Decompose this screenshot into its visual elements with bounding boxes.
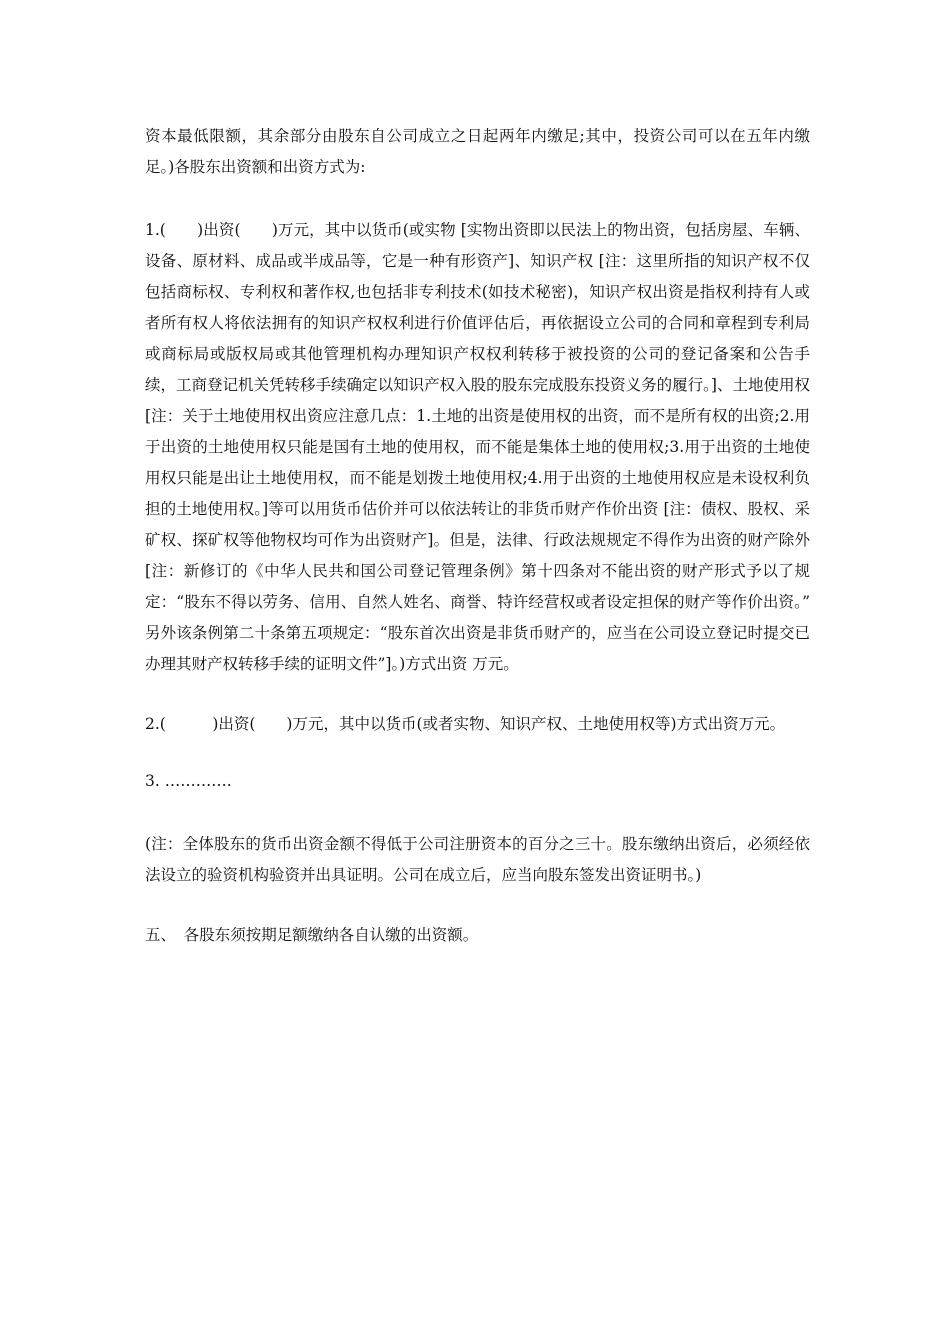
paragraph-capital-minimum: 资本最低限额，其余部分由股东自公司成立之日起两年内缴足;其中，投资公司可以在五年内缴足。)各股东出资额和出资方式为:	[145, 127, 810, 176]
section-five-heading: 五、 各股东须按期足额缴纳各自认缴的出资额。	[145, 926, 479, 944]
paragraph-shareholder-1: 1.( )出资( )万元，其中以货币(或实物 [实物出资即以民法上的物出资，包括房屋、车辆、设备、原材料、成品或半成品等，它是一种有形资产]、知识产权 [注：这里所指的知识产权不仅包括商标权、专利权和著作权,也包括非专利技术(如技术秘密)，知识产权出资是指权利持有人或者所有权人将依法拥有的知识产权权利进行价值评估后，再依据设立公司的合同和章程到专利局或商标局或版权局或其他管理机构办理知识产权权利转移于被投资的公司的登记备案和公告手续，工商登记机关凭转移手续确定以知识产权入股的股东完成股东投资义务的履行。]、土地使用权 [注：关于土地使用权出资应注意几点：1.土地的出资是使用权的出资，而不是所有权的出资;2.用于出资的土地使用权只能是国有土地的使用权，而不能是集体土地的使用权;3.用于出资的土地使用权只能是出让土地使用权，而不能是划拨土地使用权;4.用于出资的土地使用权应是未设权利负担的土地使用权。]等可以用货币估价并可以依法转让的非货币财产作价出资 [注：债权、股权、采矿权、探矿权等他物权均可作为出资财产]。但是，法律、行政法规规定不得作为出资的财产除外[注：新修订的《中华人民共和国公司登记管理条例》第十四条对不能出资的财产形式予以了规定：“股东不得以劳务、信用、自然人姓名、商誉、特许经营权或者设定担保的财产等作价出资。” 另外该条例第二十条第五项规定：“股东首次出资是非货币财产的，应当在公司设立登记时提交已办理其财产权转移手续的证明文件”]。)方式出资 万元。	[145, 221, 810, 673]
paragraph-shareholder-2: 2.( )出资( )万元，其中以货币(或者实物、知识产权、土地使用权等)方式出资万元。	[145, 715, 786, 733]
paragraph-shareholder-3: 3. ………….	[145, 772, 232, 790]
paragraph-note: (注：全体股东的货币出资金额不得低于公司注册资本的百分之三十。股东缴纳出资后，必须经依法设立的验资机构验资并出具证明。公司在成立后，应当向股东签发出资证明书。)	[145, 835, 810, 884]
document-body	[145, 121, 810, 951]
